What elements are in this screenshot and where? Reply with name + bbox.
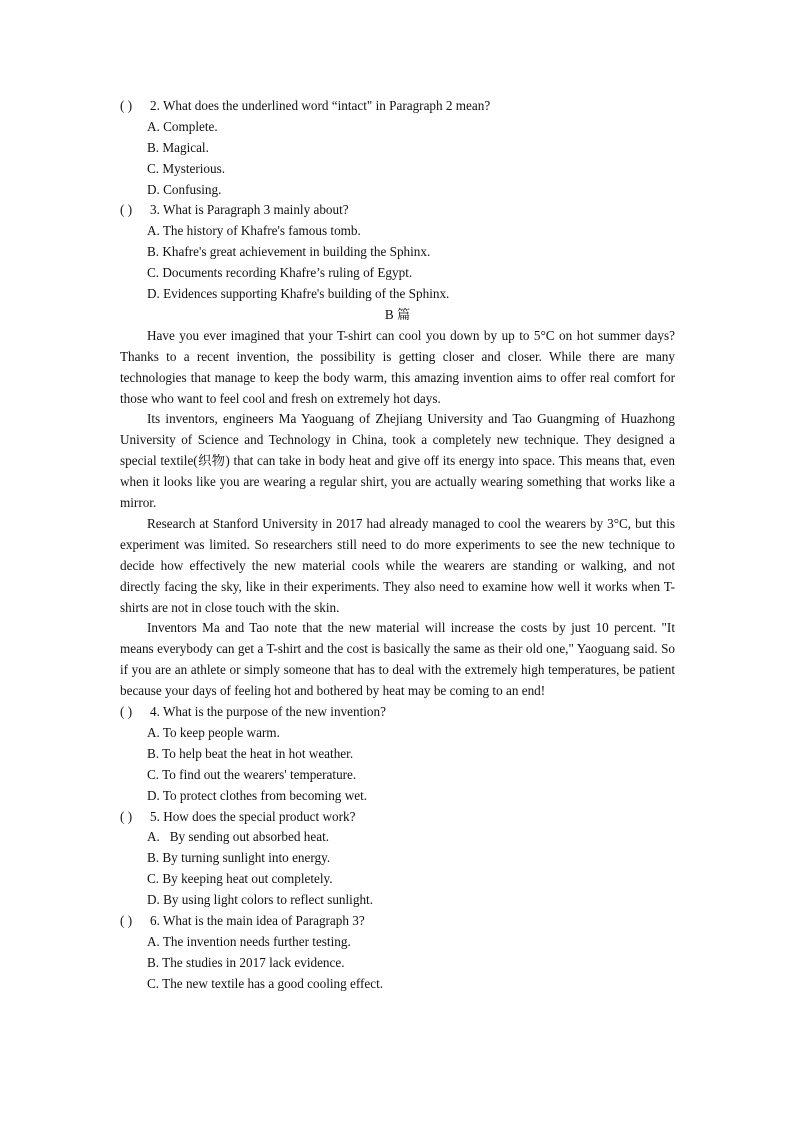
passage-paragraph-2: Its inventors, engineers Ma Yaoguang of Zhejiang University and Tao Guangming of Huazhong University of Science and Technology in China, took a completely new technique. They designed a special textile(织物) that can take in body heat and give off its energy into space. This means that, even when it looks like you are wearing a regular shirt, you are actually wearing something that works like a mirror. (120, 411, 675, 511)
option-d: D. By using light colors to reflect sunlight. (147, 892, 373, 908)
option-a: A. To keep people warm. (147, 725, 280, 740)
question-text: 2. What does the underlined word “intact" in Paragraph 2 mean? (150, 98, 491, 113)
option-c: C. The new textile has a good cooling effect. (147, 975, 384, 991)
option-c: C. Mysterious. (147, 160, 226, 176)
option-b: B. To help beat the heat in hot weather. (147, 745, 354, 761)
option-c: C. To find out the wearers' temperature. (147, 766, 357, 782)
question-stem (120, 807, 675, 828)
option-b: B. By turning sunlight into energy. (147, 850, 331, 866)
passage-paragraph-3: Research at Stanford University in 2017 had already managed to cool the wearers by 3°C, but this experiment was limited. So researchers still need to do more experiments to see the new technique to decide how effectively the new material cools while the wearers are standing or walking, and not directly facing the sky, like in their experiments. They also need to examine how well it works when T-shirts are not in close touch with the skin. (120, 515, 675, 615)
passage (120, 326, 675, 702)
question-3 (120, 200, 675, 304)
question-4 (120, 702, 675, 806)
answer-blank: ( ) (120, 808, 133, 824)
option-b: B. Khafre's great achievement in building the Sphinx. (147, 244, 431, 260)
section-heading: B 篇 (384, 306, 411, 322)
option-d: D. To protect clothes from becoming wet. (147, 787, 368, 803)
question-stem (120, 702, 675, 723)
passage-paragraph-4: Inventors Ma and Tao note that the new material will increase the costs by just 10 percent. "It means everybody can get a T-shirt and the cost is basically the same as their old one," Yaoguang said. So if you are an athlete or simply someone that has to deal with the extremely high temperatures, be patient because your days of feeling hot and bothered by heat may be coming to an end! (120, 620, 675, 699)
question-text: 5. How does the special product work? (150, 808, 356, 824)
answer-blank: ( ) (120, 913, 133, 929)
document-page (120, 96, 675, 995)
option-b: B. The studies in 2017 lack evidence. (147, 954, 345, 970)
answer-blank: ( ) (120, 98, 133, 113)
question-text: 6. What is the main idea of Paragraph 3? (150, 913, 365, 929)
question-stem (120, 200, 675, 221)
passage-paragraph-1: Have you ever imagined that your T-shirt can cool you down by up to 5°C on hot summer days? Thanks to a recent invention, the possibility is getting closer and closer. While there are many technologies that manage to keep the body warm, this amazing invention aims to offer real comfort for those who want to feel cool and fresh on extremely hot days. (120, 327, 675, 406)
option-a: A. By sending out absorbed heat. (147, 829, 330, 845)
question-6 (120, 911, 675, 995)
answer-blank: ( ) (120, 704, 133, 720)
option-c: C. By keeping heat out completely. (147, 871, 333, 887)
question-stem (120, 96, 675, 117)
option-d: D. Evidences supporting Khafre's building of the Sphinx. (147, 286, 450, 302)
option-c: C. Documents recording Khafre’s ruling of Egypt. (147, 265, 413, 281)
option-a: A. Complete. (147, 118, 218, 134)
option-a: A. The invention needs further testing. (147, 933, 351, 949)
question-text: 4. What is the purpose of the new invention? (150, 704, 386, 720)
question-stem (120, 911, 675, 932)
option-b: B. Magical. (147, 139, 209, 155)
question-text: 3. What is Paragraph 3 mainly about? (150, 202, 349, 218)
question-5 (120, 807, 675, 911)
answer-blank: ( ) (120, 202, 133, 218)
question-2 (120, 96, 675, 200)
option-a: A. The history of Khafre's famous tomb. (147, 223, 361, 239)
option-d: D. Confusing. (147, 181, 222, 197)
